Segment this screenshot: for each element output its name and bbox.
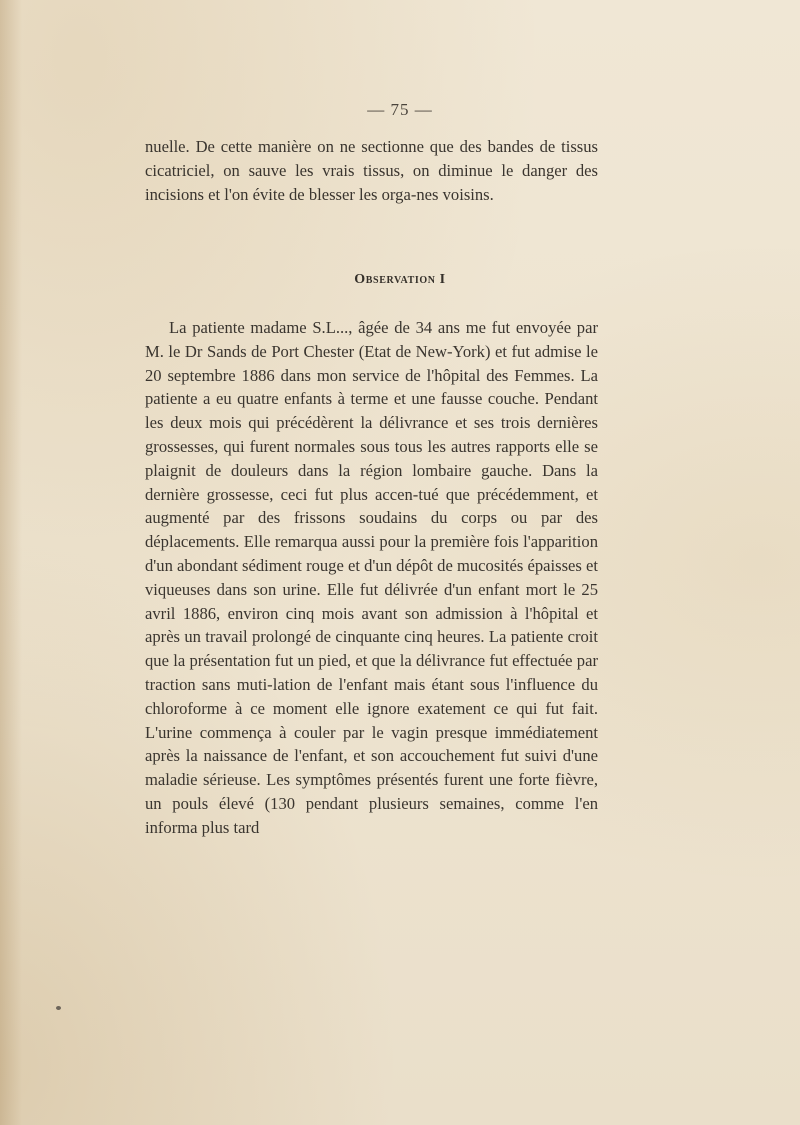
page-number: — 75 — <box>367 100 433 119</box>
ink-speck <box>56 1006 61 1010</box>
paragraph-observation: La patiente madame S.L..., âgée de 34 ans me fut envoyée par M. le Dr Sands de Port Chester (Etat de New-York) et fut admise le 20 septembre 1886 dans mon service de l'hôpital des Femmes. La patiente a eu quatre enfants à terme et une fausse couche. Pendant les deux mois qui précédèrent la délivrance et ses trois dernières grossesses, qui furent normales sous tous les autres rapports elle se plaignit de douleurs dans la région lombaire gauche. Dans la dernière grossesse, ceci fut plus accen-tué que précédemment, et augmenté par des frissons soudains du corps ou par des déplacements. Elle remarqua aussi pour la première fois l'apparition d'un abondant sédiment rouge et d'un dépôt de mucosités épaisses et viqueuses dans son urine. Elle fut délivrée d'un enfant mort le 25 avril 1886, environ cinq mois avant son admission à l'hôpital et après un travail prolongé de cinquante cinq heures. La patiente croit que la présentation fut un pied, et que la délivrance fut effectuée par traction sans muti-lation de l'enfant mais étant sous l'influence du chloroforme à ce moment elle ignore exatement ce qui fut fait. L'urine commença à couler par le vagin presque immédiatement après la naissance de l'enfant, et son accouchement fut suivi d'une maladie sérieuse. Les symptômes présentés furent une forte fièvre, un pouls élevé (130 pendant plusieurs semaines, comme l'en informa plus tard <box>145 318 598 837</box>
section-heading: Observation I <box>354 272 446 287</box>
page-edge-shadow <box>0 0 22 1125</box>
paragraph-continuation: nuelle. De cette manière on ne sectionne que des bandes de tissus cicatriciel, on sauve les vrais tissus, on diminue le danger des incisions et l'on évite de blesser les orga-nes voisins. <box>145 137 598 204</box>
